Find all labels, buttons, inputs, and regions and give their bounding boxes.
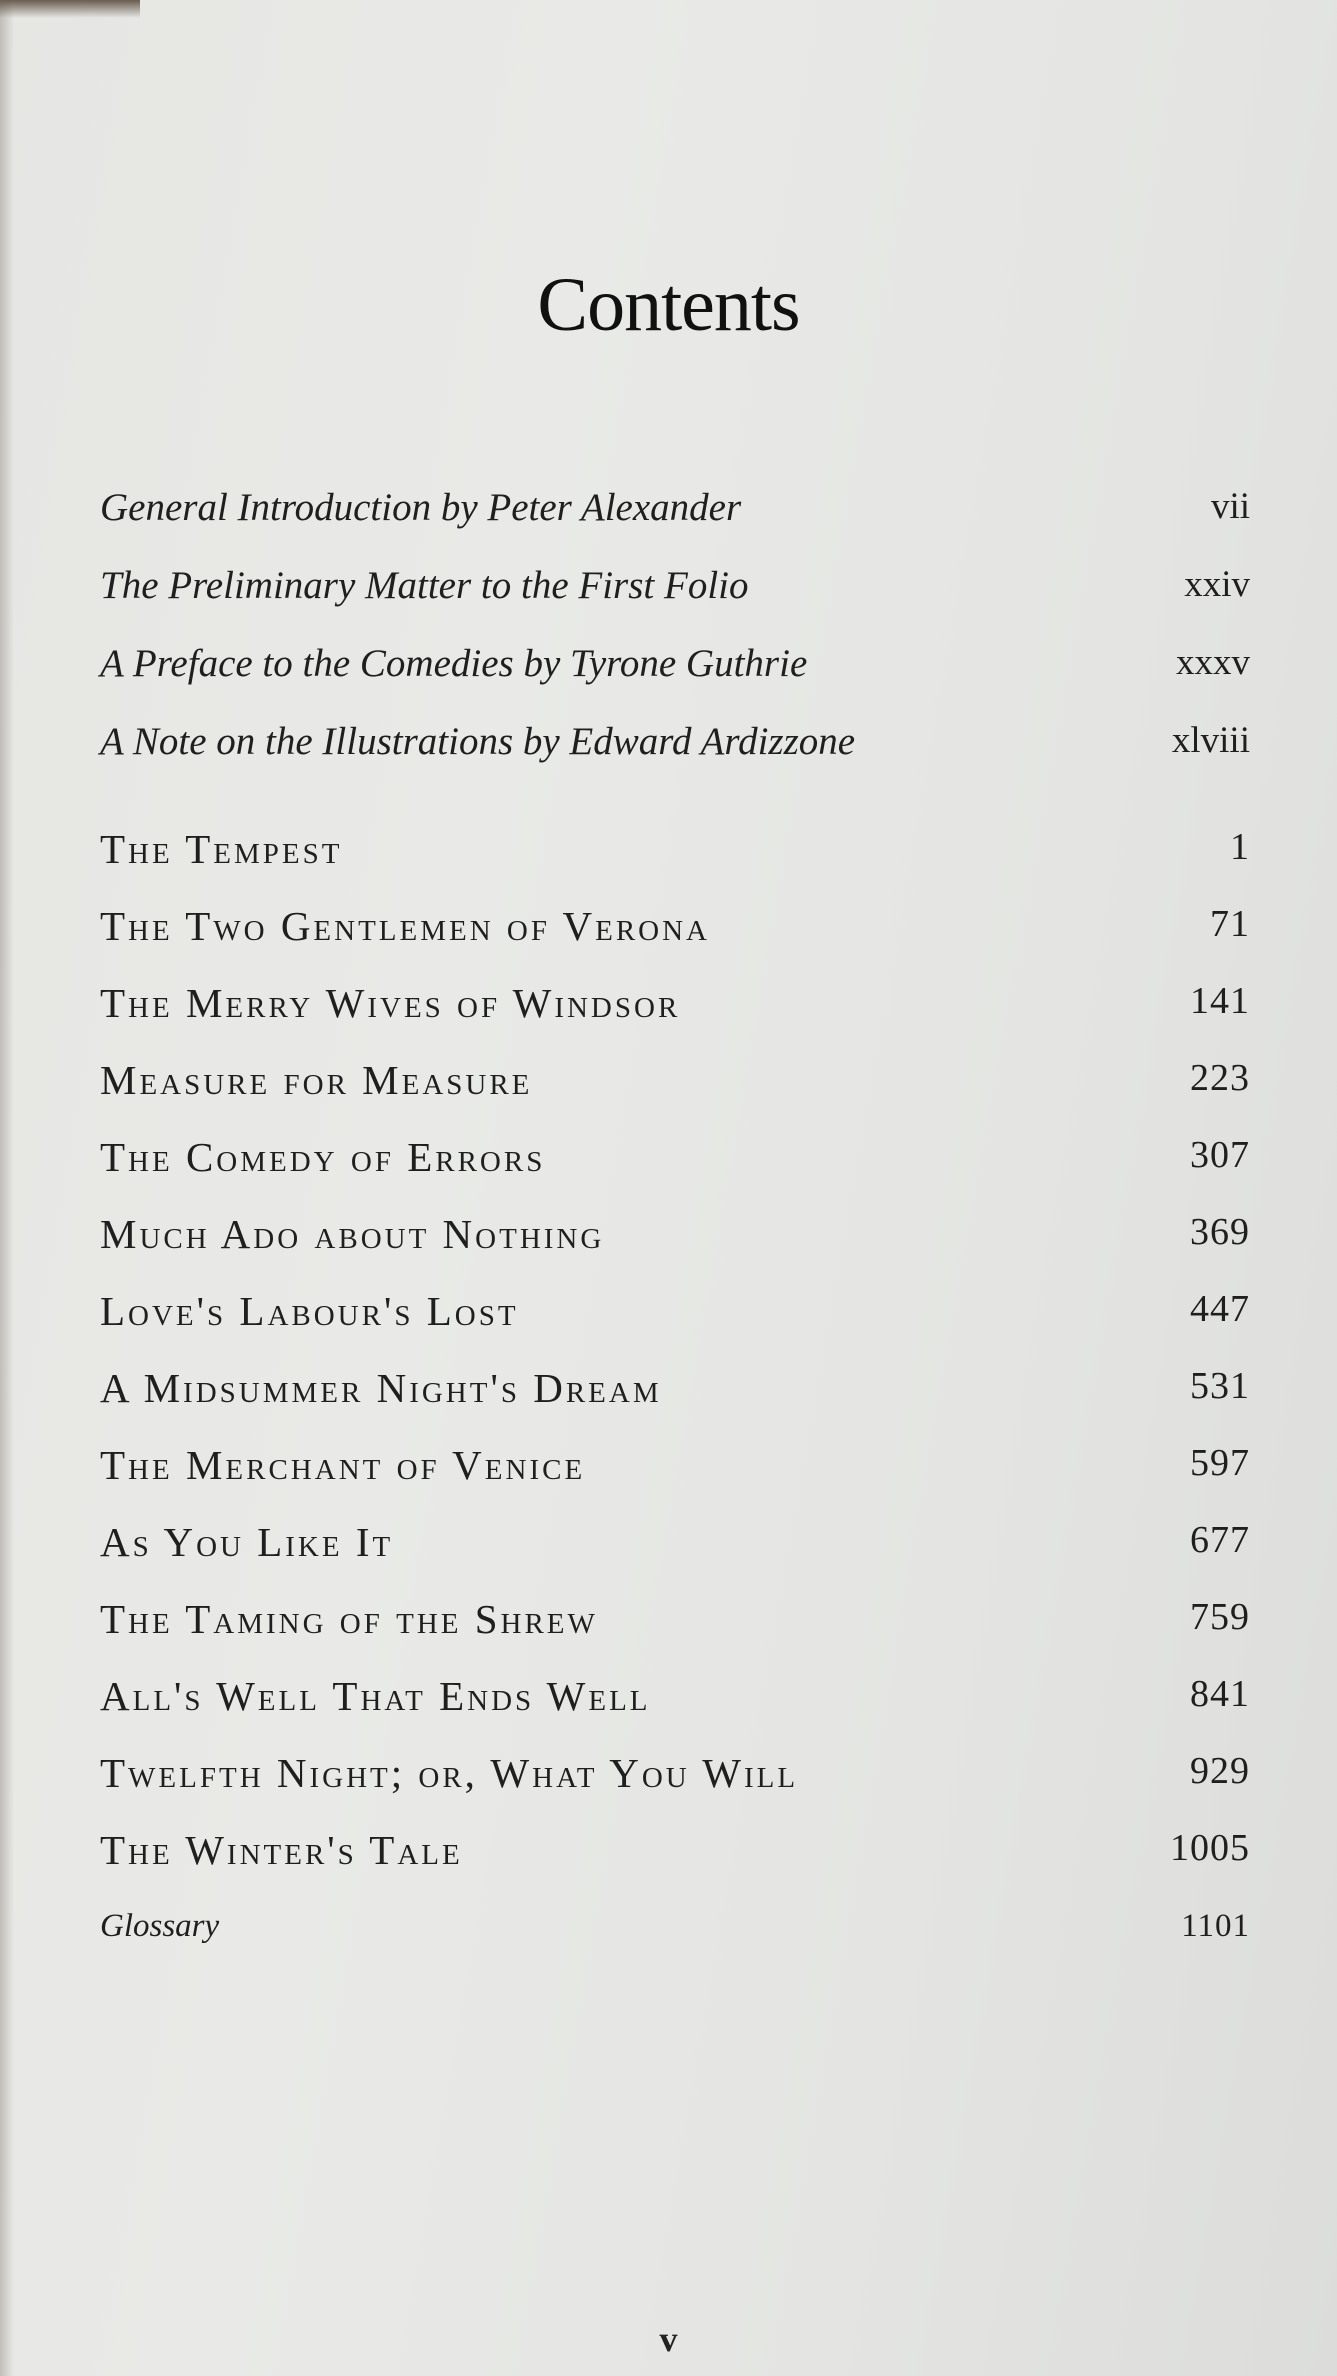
toc-entry-preliminary-matter[interactable] [100,563,1250,623]
toc-entry-page: 929 [1190,1750,1250,1792]
page-edge-shadow [0,0,140,18]
toc-entry-title: Measure for Measure [100,1057,533,1103]
toc-entry-page: 597 [1190,1442,1250,1484]
toc-entry-loves-labours-lost[interactable] [100,1287,1250,1347]
toc-entry-title: General Introduction by Peter Alexander [100,486,742,529]
toc-entry-page: 531 [1190,1365,1250,1407]
toc-entry-title: Love's Labour's Lost [100,1288,519,1334]
toc-entry-title: A Preface to the Comedies by Tyrone Guthrie [100,642,808,685]
toc-entry-page: 307 [1190,1134,1250,1176]
toc-entry-title: The Winter's Tale [100,1827,463,1873]
toc-entry-two-gentlemen[interactable] [100,902,1250,962]
page-title: Contents [537,263,800,347]
toc-entry-title: Glossary [100,1908,220,1944]
toc-entry-page: 841 [1190,1673,1250,1715]
toc-entry-page: 369 [1190,1211,1250,1253]
toc-entry-page: 141 [1190,980,1250,1022]
toc-entry-the-tempest[interactable] [100,825,1250,885]
toc-entry-title: The Preliminary Matter to the First Folio [100,564,749,607]
page-number: v [659,2319,678,2359]
toc-entry-page: vii [1210,486,1250,527]
toc-entry-title: A Midsummer Night's Dream [100,1365,662,1411]
toc-entry-title: Twelfth Night; or, What You Will [100,1750,799,1796]
toc-entry-general-introduction[interactable] [100,485,1250,545]
toc-entry-page: 759 [1190,1596,1250,1638]
toc-entry-page: 447 [1190,1288,1250,1330]
toc-entry-page: 677 [1190,1519,1250,1561]
toc-entry-comedy-of-errors[interactable] [100,1133,1250,1193]
toc-entry-page: 1 [1230,826,1250,868]
toc-entry-page: 1005 [1170,1827,1250,1869]
toc-entry-page: xxxv [1176,642,1250,683]
toc-entry-page: 1101 [1181,1908,1250,1944]
toc-entry-title: Much Ado about Nothing [100,1211,605,1257]
toc-entry-much-ado[interactable] [100,1210,1250,1270]
toc-entry-merry-wives[interactable] [100,979,1250,1039]
toc-entry-note-illustrations[interactable] [100,719,1250,779]
toc-entry-title: The Taming of the Shrew [100,1596,598,1642]
toc-entry-alls-well[interactable] [100,1672,1250,1732]
toc-entry-midsummer[interactable] [100,1364,1250,1424]
toc-entry-title: All's Well That Ends Well [100,1673,651,1719]
toc-entry-preface-comedies[interactable] [100,641,1250,701]
toc-entry-as-you-like-it[interactable] [100,1518,1250,1578]
toc-entry-page: xlviii [1171,720,1250,761]
toc-entry-merchant-of-venice[interactable] [100,1441,1250,1501]
toc-entry-taming-of-the-shrew[interactable] [100,1595,1250,1655]
toc-entry-title: The Two Gentlemen of Verona [100,903,710,949]
toc-entry-title: The Tempest [100,826,343,872]
toc-entry-page: 71 [1210,903,1250,945]
toc-entry-measure-for-measure[interactable] [100,1056,1250,1116]
toc-entry-title: A Note on the Illustrations by Edward Ardizzone [100,720,856,763]
toc-entry-title: The Comedy of Errors [100,1134,546,1180]
toc-entry-page: 223 [1190,1057,1250,1099]
toc-entry-twelfth-night[interactable] [100,1749,1250,1809]
toc-entry-title: The Merchant of Venice [100,1442,586,1488]
toc-entry-page: xxiv [1184,564,1250,605]
toc-entry-title: The Merry Wives of Windsor [100,980,681,1026]
toc-entry-title: As You Like It [100,1519,394,1565]
toc-entry-glossary[interactable] [100,1908,1250,1968]
toc-entry-winters-tale[interactable] [100,1826,1250,1886]
